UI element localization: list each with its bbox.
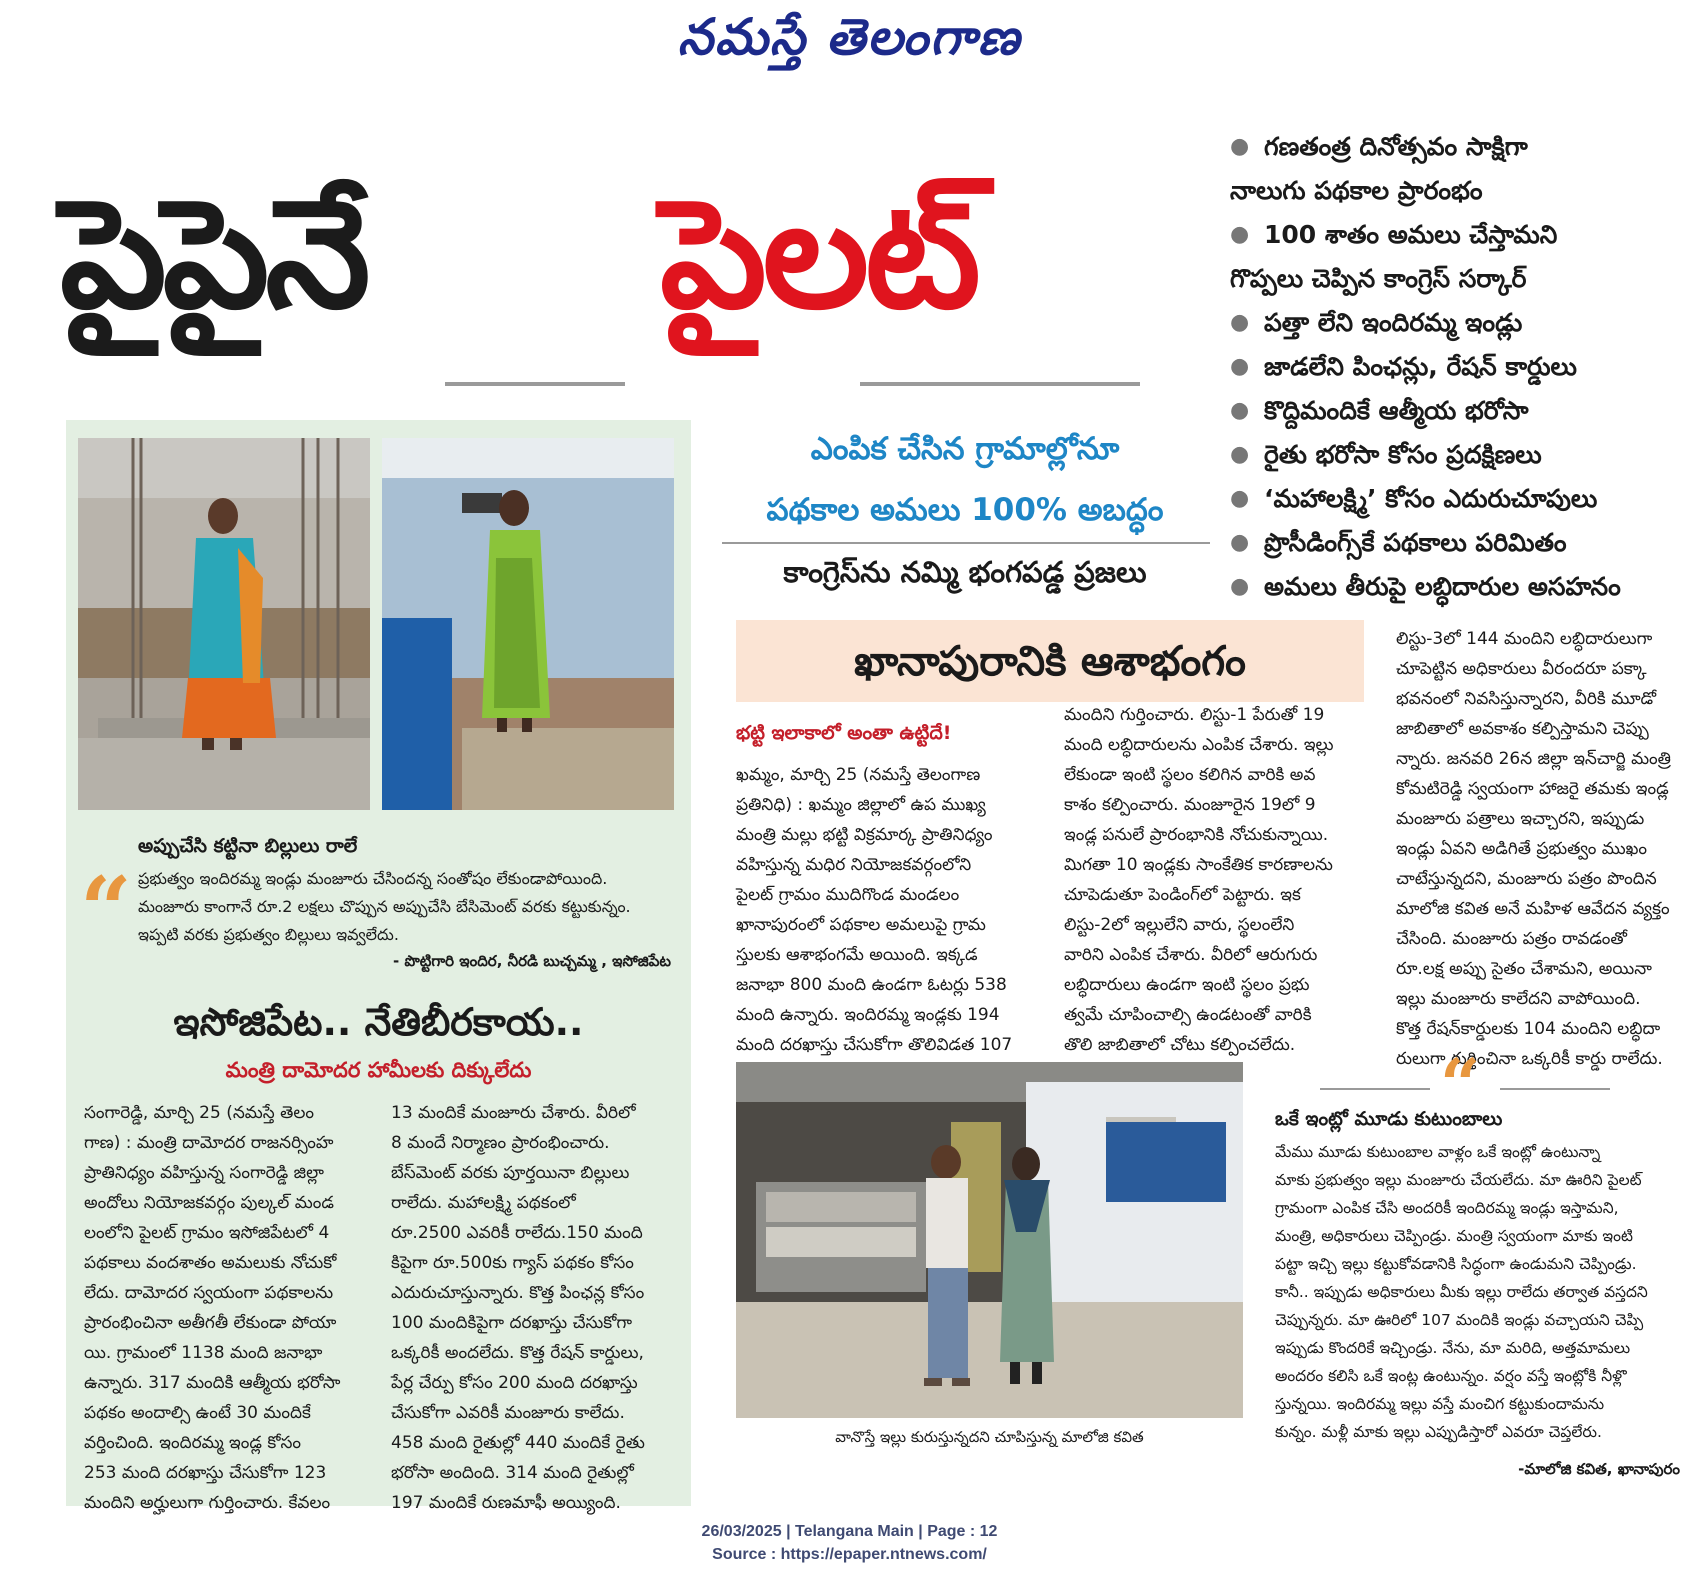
bullet-icon: ● <box>1230 486 1250 511</box>
isojipet-deck: మంత్రి దామోదర హామీలకు దిక్కులేదు <box>225 1058 532 1082</box>
quote-line: చెప్పున్నరు. మా ఊరిలో 107 మందికి ఇండ్లు వచ్చాయని చెప్పి <box>1275 1311 1644 1329</box>
bullet-icon: ● <box>1230 398 1250 423</box>
text-line: మంది లబ్ధిదారులను ఎంపిక చేశారు. ఇల్లు <box>1064 735 1334 755</box>
left-quote-title: అప్పుచేసి కట్టినా బిల్లులు రాలే <box>138 835 358 857</box>
highlight-item: ● గణతంత్ర దినోత్సవం సాక్షిగా <box>1230 125 1690 169</box>
text-line: రులుగా గుర్తించినా ఒక్కరికీ కార్డు రాలేదు. <box>1396 1049 1663 1069</box>
text-line: యి. గ్రామంలో 1138 మంది జనాభా <box>84 1343 323 1363</box>
text-line: లేకుండా ఇంటి స్థలం కలిగిన వారికి అవ <box>1064 765 1316 785</box>
bullet-icon: ● <box>1230 530 1250 555</box>
khanapuram-headline-box <box>736 620 1364 702</box>
headline-rule-right <box>860 382 1140 386</box>
quote-line: ఇప్పుడు కొందరికే ఇచ్చిండ్రు. నేను, మా మరిది, అత్తమామలు <box>1275 1339 1631 1357</box>
text-line: 253 మంది దరఖాస్తు చేసుకోగా 123 <box>84 1463 327 1483</box>
text-line: లబ్ధిదారులు ఉండగా ఇంటి స్థలం ప్రభు <box>1064 975 1310 995</box>
quote-line: మేము మూడు కుటుంబాల వాళ్లం ఒకే ఇంట్లో ఉంటున్నా <box>1275 1143 1601 1161</box>
masthead-logo: నమస్తే తెలంగాణ <box>677 8 1022 66</box>
text-line: 8 మందే నిర్మాణం ప్రారంభించారు. <box>391 1133 610 1153</box>
photo-women-at-foundation <box>78 438 370 810</box>
text-line: అందోలు నియోజకవర్గం పుల్కల్ మండ <box>84 1193 334 1213</box>
text-line: ఖానాపురంలో పథకాల అమలుపై గ్రామ <box>736 915 986 935</box>
text-line: ఉన్నారు. 317 మందికి ఆత్మీయ భరోసా <box>84 1373 341 1393</box>
bullet-icon: ● <box>1230 574 1250 599</box>
highlight-item: ● ‘మహాలక్ష్మి’ కోసం ఎదురుచూపులు <box>1230 477 1690 521</box>
right-quote-body <box>1275 1138 1690 1446</box>
text-line: మంది ఉన్నారు. ఇందిరమ్మ ఇండ్లకు 194 <box>736 1005 1000 1025</box>
deck-line-2: పథకాల అమలు 100% అబద్ధం <box>766 492 1164 528</box>
quote-line: ప్రభుత్వం ఇందిరమ్మ ఇండ్లు మంజూరు చేసిందన్న సంతోషం లేకుండాపోయింది. <box>138 869 608 888</box>
khanapuram-column-2 <box>1064 700 1364 1060</box>
khanapuram-headline: ఖానాపురానికి ఆశాభంగం <box>854 637 1246 685</box>
text-line: 100 మందికిపైగా దరఖాస్తు చేసుకోగా <box>391 1313 633 1333</box>
text-line: రూ.లక్ష అప్పు సైతం చేశామని, అయినా <box>1396 959 1652 979</box>
quote-line: కున్నం. మళ్లీ మాకు ఇల్లు ఎప్పుడిస్తారో ఎవరూ చెప్తలేరు. <box>1275 1423 1602 1441</box>
deck-rule <box>722 542 1210 544</box>
quote-line: మంత్రి, అధికారులు చెప్పిండ్రు. మంత్రి స్వయంగా మాకు ఇంటి <box>1275 1227 1633 1245</box>
text-line: భవనంలో నివసిస్తున్నారని, వీరికి మూడో <box>1396 689 1657 709</box>
quote-line: పట్టా ఇచ్చి ఇల్లు కట్టుకోవడానికి సిద్ధంగా ఉండుమని చెప్పిండ్రు. <box>1275 1255 1637 1273</box>
isojipet-panel <box>66 420 691 1513</box>
deck-line-3: కాంగ్రెస్‌ను నమ్మి భంగపడ్డ ప్రజలు <box>783 555 1147 589</box>
highlight-item: ● ప్రొసీడింగ్స్‌కే పథకాలు పరిమితం <box>1230 521 1690 565</box>
text-line: చూపెట్టిన అధికారులు వీరందరూ పక్కా <box>1396 659 1647 679</box>
highlight-item: ● అమలు తీరుపై లబ్ధిదారుల అసహనం <box>1230 565 1690 609</box>
text-line: ఇల్లు మంజూరు కాలేదని వాపోయింది. <box>1396 989 1641 1009</box>
text-line: లేదు. దామోదర స్వయంగా పథకాలను <box>84 1283 334 1303</box>
text-line: మంజూరు పత్రాలు ఇచ్చారని, ఇప్పుడు <box>1396 809 1645 829</box>
text-line: ఎదురుచూస్తున్నారు. కొత్త పింఛన్ల కోసం <box>391 1283 645 1303</box>
footer-date-page: 26/03/2025 | Telangana Main | Page : 12 <box>701 1523 998 1540</box>
highlight-item-continued: గొప్పలు చెప్పిన కాంగ్రెస్ సర్కార్ <box>1230 264 1527 293</box>
photo-caption: వానొస్తే ఇల్లు కురుస్తున్నదని చూపిస్తున్న మాలోజి కవిత <box>835 1428 1144 1446</box>
text-line: పేర్ల చేర్పు కోసం 200 మంది దరఖాస్తు <box>391 1373 638 1393</box>
highlight-item-continued: నాలుగు పథకాల ప్రారంభం <box>1230 176 1483 205</box>
highlights-list <box>1230 125 1690 609</box>
isojipet-column-1 <box>84 1098 366 1518</box>
text-line: లిస్టు-2లో ఇల్లులేని వారు, స్థలంలేని <box>1064 915 1295 935</box>
text-line: సంగారెడ్డి, మార్చి 25 (నమస్తే తెలం <box>84 1103 314 1123</box>
text-line: జనాభా 800 మంది ఉండగా ఓటర్లు 538 <box>736 975 1007 995</box>
bullet-icon: ● <box>1230 442 1250 467</box>
quote-line: మంజూరు కాంగానే రూ.2 లక్షలు చొప్పున అప్పుచేసి బేసిమెంట్ వరకు కట్టుకున్నం. <box>138 897 631 916</box>
text-line: ప్రతినిధి) : ఖమ్మం జిల్లాలో ఉప ముఖ్య <box>736 795 986 815</box>
text-line: గాణ) : మంత్రి దామోదర రాజనర్సింహ <box>84 1133 334 1153</box>
khanapuram-kicker: భట్టి ఇలాకాలో అంతా ఉట్టిదే! <box>736 722 952 744</box>
text-line: పైలట్ గ్రామం ముదిగొండ మండలం <box>736 885 960 905</box>
highlight-item: ● 100 శాతం అమలు చేస్తామని <box>1230 213 1690 257</box>
isojipet-headline: ఇసోజిపేట.. నేతిబీరకాయ.. <box>173 1000 584 1044</box>
main-headline <box>60 140 1190 410</box>
quote-line: ఇప్పటి వరకు ప్రభుత్వం బిల్లులు ఇవ్వలేదు. <box>138 925 399 944</box>
quote-line: కానీ.. ఇప్పుడు అధికారులు మీకు ఇల్లు రాలేదు తర్వాత వస్తదని <box>1275 1283 1648 1301</box>
text-line: ప్రారంభించినా అతీగతీ లేకుండా పోయా <box>84 1313 337 1333</box>
highlight-item: ● కొద్దిమందికే ఆత్మీయ భరోసా <box>1230 389 1690 433</box>
text-line: పథకం అందాల్సి ఉంటే 30 మందికే <box>84 1403 311 1423</box>
text-line: మంత్రి మల్లు భట్టి విక్రమార్క ప్రాతినిధ్యం <box>736 825 993 845</box>
text-line: తొలి జాబితాలో చోటు కల్పించలేదు. <box>1064 1035 1296 1055</box>
text-line: రాలేదు. మహాలక్ష్మి పథకంలో <box>391 1193 576 1213</box>
highlight-item: ● రైతు భరోసా కోసం ప్రదక్షిణలు <box>1230 433 1690 477</box>
text-line: మిగతా 10 ఇండ్లకు సాంకేతిక కారణాలను <box>1064 855 1333 875</box>
text-line: 197 మందికే రుణమాఫీ అయ్యింది. <box>391 1493 621 1513</box>
headline-black-part: పైపైనే <box>60 168 367 342</box>
khanapuram-column-3 <box>1396 624 1686 1074</box>
text-line: మందిని గుర్తించారు. లిస్టు-1 పేరుతో 19 <box>1064 705 1325 725</box>
page-footer <box>0 1520 1699 1566</box>
bullet-icon: ● <box>1230 354 1250 379</box>
text-line: లిస్టు-3లో 144 మందిని లబ్ధిదారులుగా <box>1396 629 1653 649</box>
text-line: త్వమే చూపించాల్సి ఉండటంతో వారికి <box>1064 1005 1312 1025</box>
bullet-icon: ● <box>1230 310 1250 335</box>
photo-woman-green-saree <box>382 438 674 810</box>
text-line: రూ.2500 ఎవరికీ రాలేదు.150 మంది <box>391 1223 643 1243</box>
text-line: వహిస్తున్న మధిర నియోజకవర్గంలోని <box>736 855 972 875</box>
text-line: స్తులకు ఆశాభంగమే అయింది. ఇక్కడ <box>736 945 978 965</box>
headline-rule-left <box>445 382 625 386</box>
footer-source-link[interactable]: Source : https://epaper.ntnews.com/ <box>712 1546 987 1563</box>
quote-line: అందరం కలిసి ఒకే ఇంట్ల ఉంటున్నం. వర్షం వస్తే ఇంట్లోకి నీళ్లొ <box>1275 1367 1627 1385</box>
quote-line: గ్రామంగా ఎంపిక చేసి అందరికీ ఇందిరమ్మ ఇండ్లు ఇస్తామని, <box>1275 1199 1619 1217</box>
text-line: కోమటిరెడ్డి స్వయంగా హాజరై తమకు ఇండ్ల <box>1396 779 1669 799</box>
text-line: మందిని అర్హులుగా గుర్తించారు. కేవలం <box>84 1493 331 1513</box>
text-line: ఖమ్మం, మార్చి 25 (నమస్తే తెలంగాణ <box>736 765 981 785</box>
text-line: మంది దరఖాస్తు చేసుకోగా తొలివిడత 107 <box>736 1035 1013 1055</box>
isojipet-column-2 <box>391 1098 676 1518</box>
right-quote-credit: -మాలోజి కవిత, ఖానాపురం <box>1518 1460 1680 1478</box>
text-line: 13 మందికే మంజూరు చేశారు. వీరిలో <box>391 1103 636 1123</box>
bullet-icon: ● <box>1230 222 1250 247</box>
text-line: జాబితాలో అవకాశం కల్పిస్తామని చెప్పు <box>1396 719 1649 739</box>
text-line: బేస్‌మెంట్ వరకు పూర్తయినా బిల్లులు <box>391 1163 630 1183</box>
highlight-item: ● పత్తా లేని ఇందిరమ్మ ఇండ్లు <box>1230 301 1690 345</box>
left-quote-body <box>138 865 688 949</box>
text-line: భరోసా అందింది. 314 మంది రైతుల్లో <box>391 1463 634 1483</box>
text-line: చేసింది. మంజూరు పత్రం రావడంతో <box>1396 929 1627 949</box>
headline-red-part: పైలట్ <box>660 168 977 342</box>
text-line: ఒక్కరికీ అందలేదు. కొత్త రేషన్ కార్డులు, <box>391 1343 644 1363</box>
text-line: చూపెడుతూ పెండింగ్‌లో పెట్టారు. ఇక <box>1064 885 1301 905</box>
quote-rule-right <box>1500 1088 1610 1090</box>
deck-line-1: ఎంపిక చేసిన గ్రామాల్లోనూ <box>810 431 1120 467</box>
left-quote-credit: - పొట్టిగారి ఇందిర, నీరడి బుచ్చమ్మ , ఇసోజిపేట <box>393 952 671 970</box>
text-line: లంలోని పైలట్ గ్రామం ఇసోజిపేటలో 4 <box>84 1223 330 1243</box>
text-line: కిపైగా రూ.500కు గ్యాస్ పథకం కోసం <box>391 1253 634 1273</box>
text-line: ఇండ్లు ఏవని అడిగితే ప్రభుత్వం ముఖం <box>1396 839 1648 859</box>
khanapuram-column-1 <box>736 760 1036 1060</box>
text-line: కాశం కల్పించారు. మంజూరైన 19లో 9 <box>1064 795 1316 815</box>
quote-open-icon: “ <box>80 857 132 963</box>
right-quote-title: ఒకే ఇంట్లో మూడు కుటుంబాలు <box>1275 1108 1503 1130</box>
text-line: చాటేస్తున్నదని, మంజూరు పత్రం పొందిన <box>1396 869 1657 889</box>
text-line: వర్తించింది. ఇందిరమ్మ ఇండ్ల కోసం <box>84 1433 302 1453</box>
text-line: న్నారు. జనవరి 26న జిల్లా ఇన్‌చార్జి మంత్రి <box>1396 749 1671 769</box>
highlight-item: ● జాడలేని పింఛన్లు, రేషన్ కార్డులు <box>1230 345 1690 389</box>
text-line: పథకాలు వందశాతం అమలుకు నోచుకో <box>84 1253 337 1273</box>
text-line: మాలోజి కవిత అనే మహిళ ఆవేదన వ్యక్తం <box>1396 899 1670 919</box>
text-line: ఇండ్ల పనులే ప్రారంభానికి నోచుకున్నాయి. <box>1064 825 1329 845</box>
text-line: 458 మంది రైతుల్లో 440 మందికే రైతు <box>391 1433 645 1453</box>
text-line: చేసుకోగా ఎవరికీ మంజూరు కాలేదు. <box>391 1403 625 1423</box>
quote-open-icon: “ <box>1440 1043 1481 1126</box>
quote-line: స్తున్నయి. ఇందిరమ్మ ఇల్లు వస్తే మంచిగ కట్టుకుందామను <box>1275 1395 1605 1413</box>
text-line: ప్రాతినిధ్యం వహిస్తున్న సంగారెడ్డి జిల్లా <box>84 1163 324 1183</box>
photo-couple-outside-house <box>736 1062 1243 1418</box>
quote-line: మాకు ప్రభుత్వం ఇల్లు మంజూరు చేయలేదు. మా ఊరిని పైలట్ <box>1275 1171 1642 1189</box>
text-line: కొత్త రేషన్‌కార్డులకు 104 మందిని లబ్ధిదా <box>1396 1019 1661 1039</box>
quote-rule-left <box>1320 1088 1430 1090</box>
bullet-icon: ● <box>1230 134 1250 159</box>
text-line: వారిని ఎంపిక చేశారు. వీరిలో ఆరుగురు <box>1064 945 1318 965</box>
